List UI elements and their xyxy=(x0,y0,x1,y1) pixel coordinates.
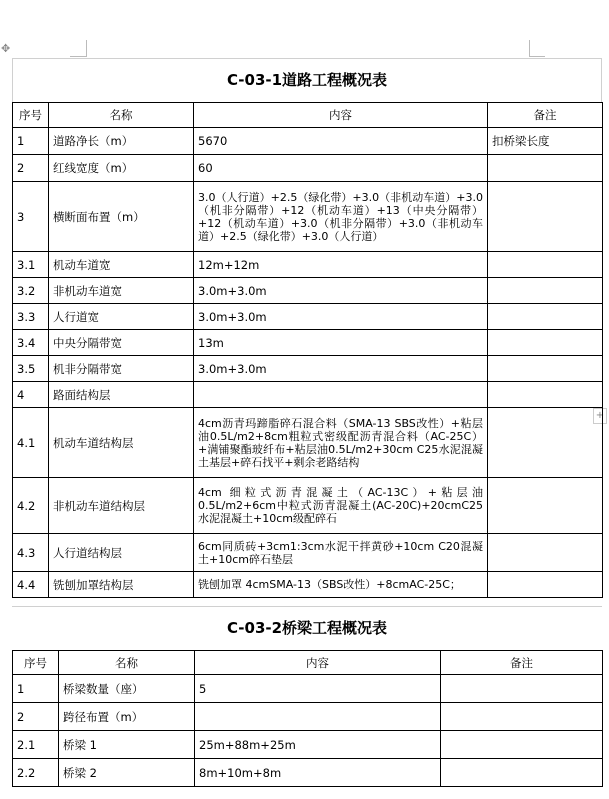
row-note xyxy=(488,182,603,252)
row-no: 2.2 xyxy=(13,759,59,787)
table-row xyxy=(13,408,603,478)
row-name: 桥梁 1 xyxy=(59,731,195,759)
table-row xyxy=(13,330,603,356)
table-row xyxy=(13,675,603,703)
table-row xyxy=(13,572,603,598)
page-frame-line xyxy=(12,58,602,59)
row-note xyxy=(488,478,603,534)
table-row xyxy=(13,182,603,252)
table-row xyxy=(13,304,603,330)
row-note xyxy=(488,252,603,278)
row-no: 4.4 xyxy=(13,572,49,598)
row-name: 机动车道结构层 xyxy=(49,408,194,478)
row-note xyxy=(441,759,603,787)
row-no: 4.2 xyxy=(13,478,49,534)
row-note xyxy=(488,330,603,356)
bridge-overview-table xyxy=(12,650,603,787)
table-row xyxy=(13,155,603,182)
road-overview-table xyxy=(12,102,603,598)
row-name: 道路净长（m） xyxy=(49,128,194,155)
row-note xyxy=(488,356,603,382)
row-no: 4.3 xyxy=(13,534,49,572)
row-content: 铣刨加罩 4cmSMA-13（SBS改性）+8cmAC-25C； xyxy=(194,572,488,598)
bridge-table-title: C-03-2桥梁工程概况表 xyxy=(226,619,388,637)
row-content: 3.0（人行道）+2.5（绿化带）+3.0（非机动车道）+3.0（机非分隔带）+12（机动车道）+13（中央分隔带）+12（机动车道）+3.0（机非分隔带）+3.0（非机动车道）+2.5（绿化带）+3.0（人行道） xyxy=(194,182,488,252)
row-name: 机动车道宽 xyxy=(49,252,194,278)
page-corner-mark xyxy=(529,40,537,57)
row-content: 25m+88m+25m xyxy=(195,731,441,759)
table-row xyxy=(13,382,603,408)
row-note xyxy=(488,382,603,408)
row-name: 横断面布置（m） xyxy=(49,182,194,252)
row-no: 4.1 xyxy=(13,408,49,478)
row-name: 跨径布置（m） xyxy=(59,703,195,731)
row-content xyxy=(194,382,488,408)
header-note: 备注 xyxy=(441,651,603,675)
row-no: 3.3 xyxy=(13,304,49,330)
table-row xyxy=(13,703,603,731)
page-frame-line xyxy=(12,606,602,607)
row-name: 桥梁 2 xyxy=(59,759,195,787)
row-content xyxy=(195,703,441,731)
row-name: 机非分隔带宽 xyxy=(49,356,194,382)
row-name: 桥梁数量（座） xyxy=(59,675,195,703)
row-no: 3.1 xyxy=(13,252,49,278)
row-note: 扣桥梁长度 xyxy=(488,128,603,155)
row-content: 5670 xyxy=(194,128,488,155)
table-row xyxy=(13,356,603,382)
row-name: 红线宽度（m） xyxy=(49,155,194,182)
header-no: 序号 xyxy=(13,651,59,675)
row-no: 1 xyxy=(13,128,49,155)
row-no: 3 xyxy=(13,182,49,252)
header-name: 名称 xyxy=(59,651,195,675)
row-content: 13m xyxy=(194,330,488,356)
row-name: 人行道宽 xyxy=(49,304,194,330)
row-content: 3.0m+3.0m xyxy=(194,356,488,382)
row-content: 5 xyxy=(195,675,441,703)
header-content: 内容 xyxy=(194,103,488,128)
header-name: 名称 xyxy=(49,103,194,128)
row-content: 4cm沥青玛蹄脂碎石混合料（SMA-13 SBS改性）+粘层油0.5L/m2+8cm粗粒式密级配沥青混合料（AC-25C）+满铺聚酯玻纤布+粘层油0.5L/m2+30cm C25水泥混凝土基层+碎石找平+剩余老路结构 xyxy=(194,408,488,478)
row-no: 4 xyxy=(13,382,49,408)
row-note xyxy=(441,675,603,703)
row-no: 2 xyxy=(13,155,49,182)
row-note xyxy=(488,278,603,304)
header-content: 内容 xyxy=(195,651,441,675)
row-content: 3.0m+3.0m xyxy=(194,278,488,304)
row-note xyxy=(441,731,603,759)
table-move-handle-icon[interactable]: ✥ xyxy=(1,42,11,55)
row-name: 非机动车道宽 xyxy=(49,278,194,304)
row-note xyxy=(488,304,603,330)
row-content: 4cm 细粒式沥青混凝土（AC-13C）+粘层油0.5L/m2+6cm中粒式沥青混凝土(AC-20C)+20cmC25水泥混凝土+10cm级配碎石 xyxy=(194,478,488,534)
table-row xyxy=(13,478,603,534)
row-content: 8m+10m+8m xyxy=(195,759,441,787)
row-no: 1 xyxy=(13,675,59,703)
table-header-row xyxy=(13,103,603,128)
row-name: 非机动车道结构层 xyxy=(49,478,194,534)
row-no: 2 xyxy=(13,703,59,731)
table-row xyxy=(13,731,603,759)
row-content: 60 xyxy=(194,155,488,182)
table-row xyxy=(13,252,603,278)
row-no: 2.1 xyxy=(13,731,59,759)
road-table-title: C-03-1道路工程概况表 xyxy=(226,71,388,89)
row-name: 人行道结构层 xyxy=(49,534,194,572)
header-note: 备注 xyxy=(488,103,603,128)
row-content: 6cm同质砖+3cm1:3cm水泥干拌黄砂+10cm C20混凝土+10cm碎石垫层 xyxy=(194,534,488,572)
row-name: 铣刨加罩结构层 xyxy=(49,572,194,598)
row-no: 3.4 xyxy=(13,330,49,356)
table-row xyxy=(13,534,603,572)
add-row-icon[interactable]: + xyxy=(593,408,607,424)
row-note xyxy=(441,703,603,731)
table-row xyxy=(13,759,603,787)
table-header-row xyxy=(13,651,603,675)
row-note xyxy=(488,408,603,478)
row-name: 路面结构层 xyxy=(49,382,194,408)
header-no: 序号 xyxy=(13,103,49,128)
row-no: 3.2 xyxy=(13,278,49,304)
row-note xyxy=(488,155,603,182)
row-note xyxy=(488,572,603,598)
row-no: 3.5 xyxy=(13,356,49,382)
table-row xyxy=(13,278,603,304)
row-name: 中央分隔带宽 xyxy=(49,330,194,356)
table-row xyxy=(13,128,603,155)
page-corner-mark xyxy=(79,40,87,57)
row-content: 12m+12m xyxy=(194,252,488,278)
row-note xyxy=(488,534,603,572)
row-content: 3.0m+3.0m xyxy=(194,304,488,330)
